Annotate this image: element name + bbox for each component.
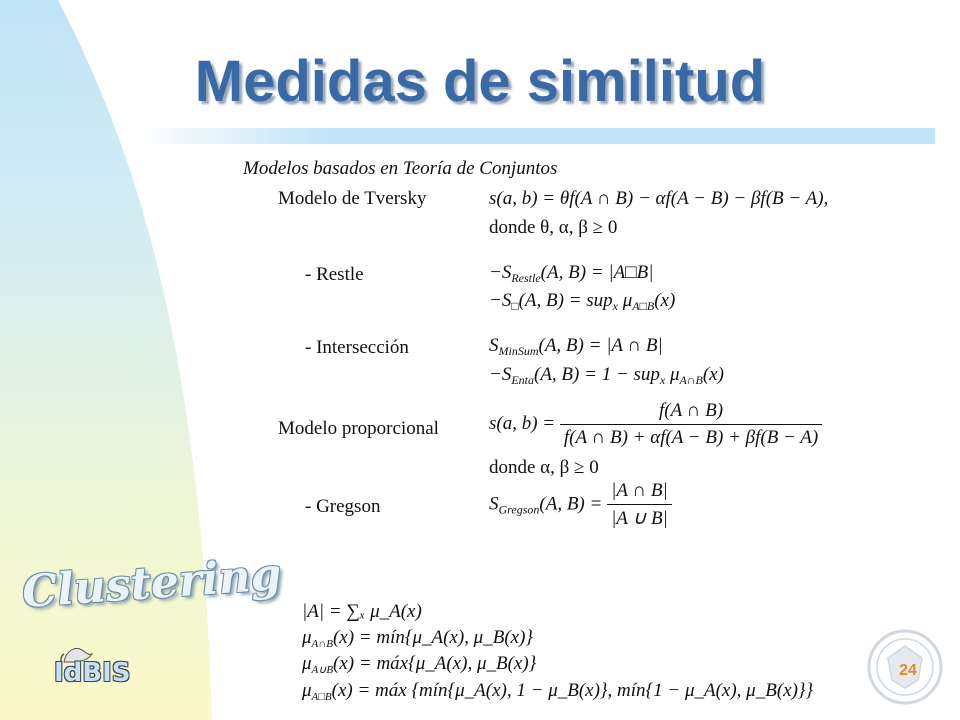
section-heading: Modelos basados en Teoría de Conjuntos (243, 158, 558, 179)
tversky-condition: donde θ, α, β ≥ 0 (489, 217, 618, 238)
definition-difference: $\mu_{A□B}(x)$ = máx {mín{μ_A(x), 1 − μ_B(x)}, mín{1 − μ_A(x), μ_B(x)}} (302, 680, 814, 703)
tversky-formula: s(a, b) = θf(A ∩ B) − αf(A − B) − βf(B − A), (489, 188, 829, 209)
clustering-logo: Clustering (20, 549, 283, 618)
proporcional-formula: s(a, b) = $\frac{f(A \cap B)}{f(A \cap B) + \alpha f(A - B) + \beta f(B - A)}$ (489, 400, 822, 449)
interseccion-formula-2: $-S_{Enta}(A$, B) = 1 − sup$_x$ $\mu_{A\cap B}(x)$ (489, 364, 724, 387)
idbis-logo: IdBIS (54, 658, 131, 688)
definition-intersection: $\mu_{A\cap B}(x)$ = mín{μ_A(x), μ_B(x)} (302, 627, 534, 650)
restle-formula-2: $-S_□(A$, B) = sup$_x$ $\mu_{A□B}(x)$ (489, 290, 676, 313)
gregson-formula: $S_{Gregson}(A$, B) = $\frac{|A \cap B|}{|A \cup B|}$ (489, 480, 672, 530)
proporcional-condition: donde α, β ≥ 0 (489, 457, 599, 478)
gregson-numerator: |A ∩ B| (607, 480, 672, 505)
definition-cardinality: |A| = ∑ₓ μ_A(x) (302, 601, 422, 622)
gregson-label: - Gregson (305, 496, 381, 517)
interseccion-label: - Intersección (305, 337, 409, 358)
proporcional-denominator: f(A ∩ B) + αf(A − B) + βf(B − A) (563, 427, 819, 448)
title-underline-bar (135, 128, 935, 144)
proporcional-numerator: f(A ∩ B) (560, 400, 822, 425)
proporcional-label: Modelo proporcional (278, 418, 439, 439)
page-title: Medidas de similitud (194, 49, 766, 114)
tversky-label: Modelo de Tversky (278, 188, 427, 209)
restle-formula-1: $-S_{Restle}(A$, B) = |A□B| (489, 262, 654, 285)
gregson-denominator: |A ∪ B| (611, 508, 668, 529)
page-number: 24 (899, 662, 917, 679)
definition-union: $\mu_{A\cup B}(x)$ = máx{μ_A(x), μ_B(x)} (302, 653, 537, 676)
interseccion-formula-1: $S_{MinSum}(A$, B) = |A ∩ B| (489, 335, 663, 358)
restle-label: - Restle (305, 264, 364, 285)
